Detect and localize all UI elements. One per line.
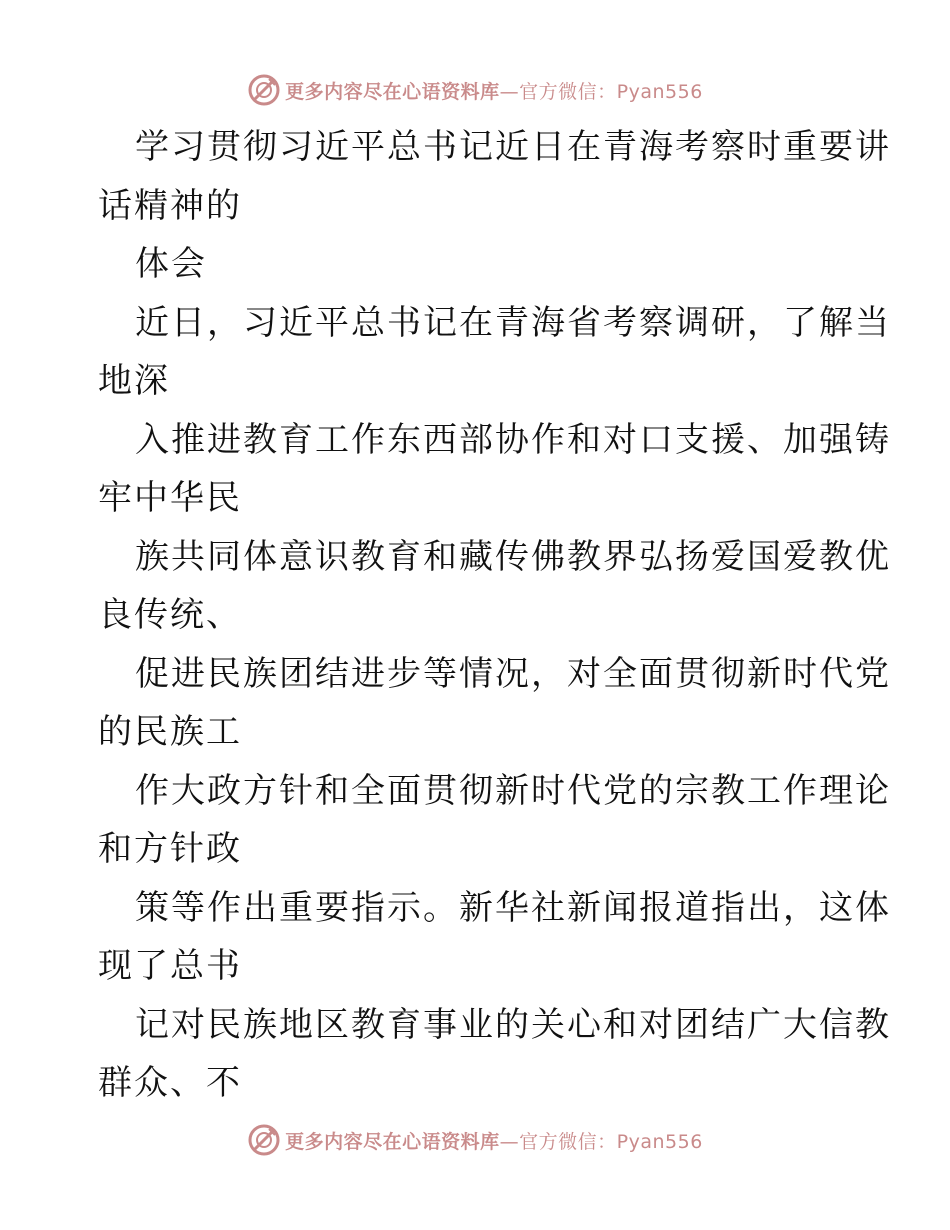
watermark-main: 更多内容尽在心语资料库: [285, 1130, 500, 1153]
text-line: 促进民族团结进步等情况，对全面贯彻新时代党: [135, 653, 891, 694]
header-watermark: [0, 70, 950, 110]
text-line: 作大政方针和全面贯彻新时代党的宗教工作理论: [135, 770, 891, 811]
watermark-text: [285, 1127, 703, 1154]
text-line: 策等作出重要指示。新华社新闻报道指出，这体: [135, 887, 891, 928]
text-line: 入推进教育工作东西部协作和对口支援、加强铸: [135, 419, 891, 460]
text-line: 体会: [135, 244, 207, 284]
text-line: 近日，习近平总书记在青海省考察调研，了解当: [135, 302, 891, 343]
text-line: 现了总书: [98, 946, 242, 986]
footer-watermark: [0, 1120, 950, 1160]
text-line: 族共同体意识教育和藏传佛教界弘扬爱国爱教优: [135, 536, 891, 577]
document-body: [98, 118, 891, 1113]
text-line: 地深: [98, 361, 170, 401]
watermark-rest: —官方微信：Pyan556: [499, 80, 703, 103]
logo-icon: [247, 1123, 281, 1157]
text-line: 和方针政: [98, 829, 242, 869]
logo-icon: [247, 73, 281, 107]
text-line: 群众、不: [98, 1063, 242, 1103]
watermark-rest: —官方微信：Pyan556: [499, 1130, 703, 1153]
text-line: 良传统、: [98, 595, 242, 635]
text-line: 的民族工: [98, 712, 242, 752]
text-line: 话精神的: [98, 185, 242, 226]
watermark-main: 更多内容尽在心语资料库: [285, 80, 500, 103]
text-line: 学习贯彻习近平总书记近日在青海考察时重要讲: [135, 127, 891, 167]
text-line: 牢中华民: [98, 478, 242, 518]
text-line: 记对民族地区教育事业的关心和对团结广大信教: [135, 1004, 891, 1045]
watermark-text: [285, 77, 703, 104]
